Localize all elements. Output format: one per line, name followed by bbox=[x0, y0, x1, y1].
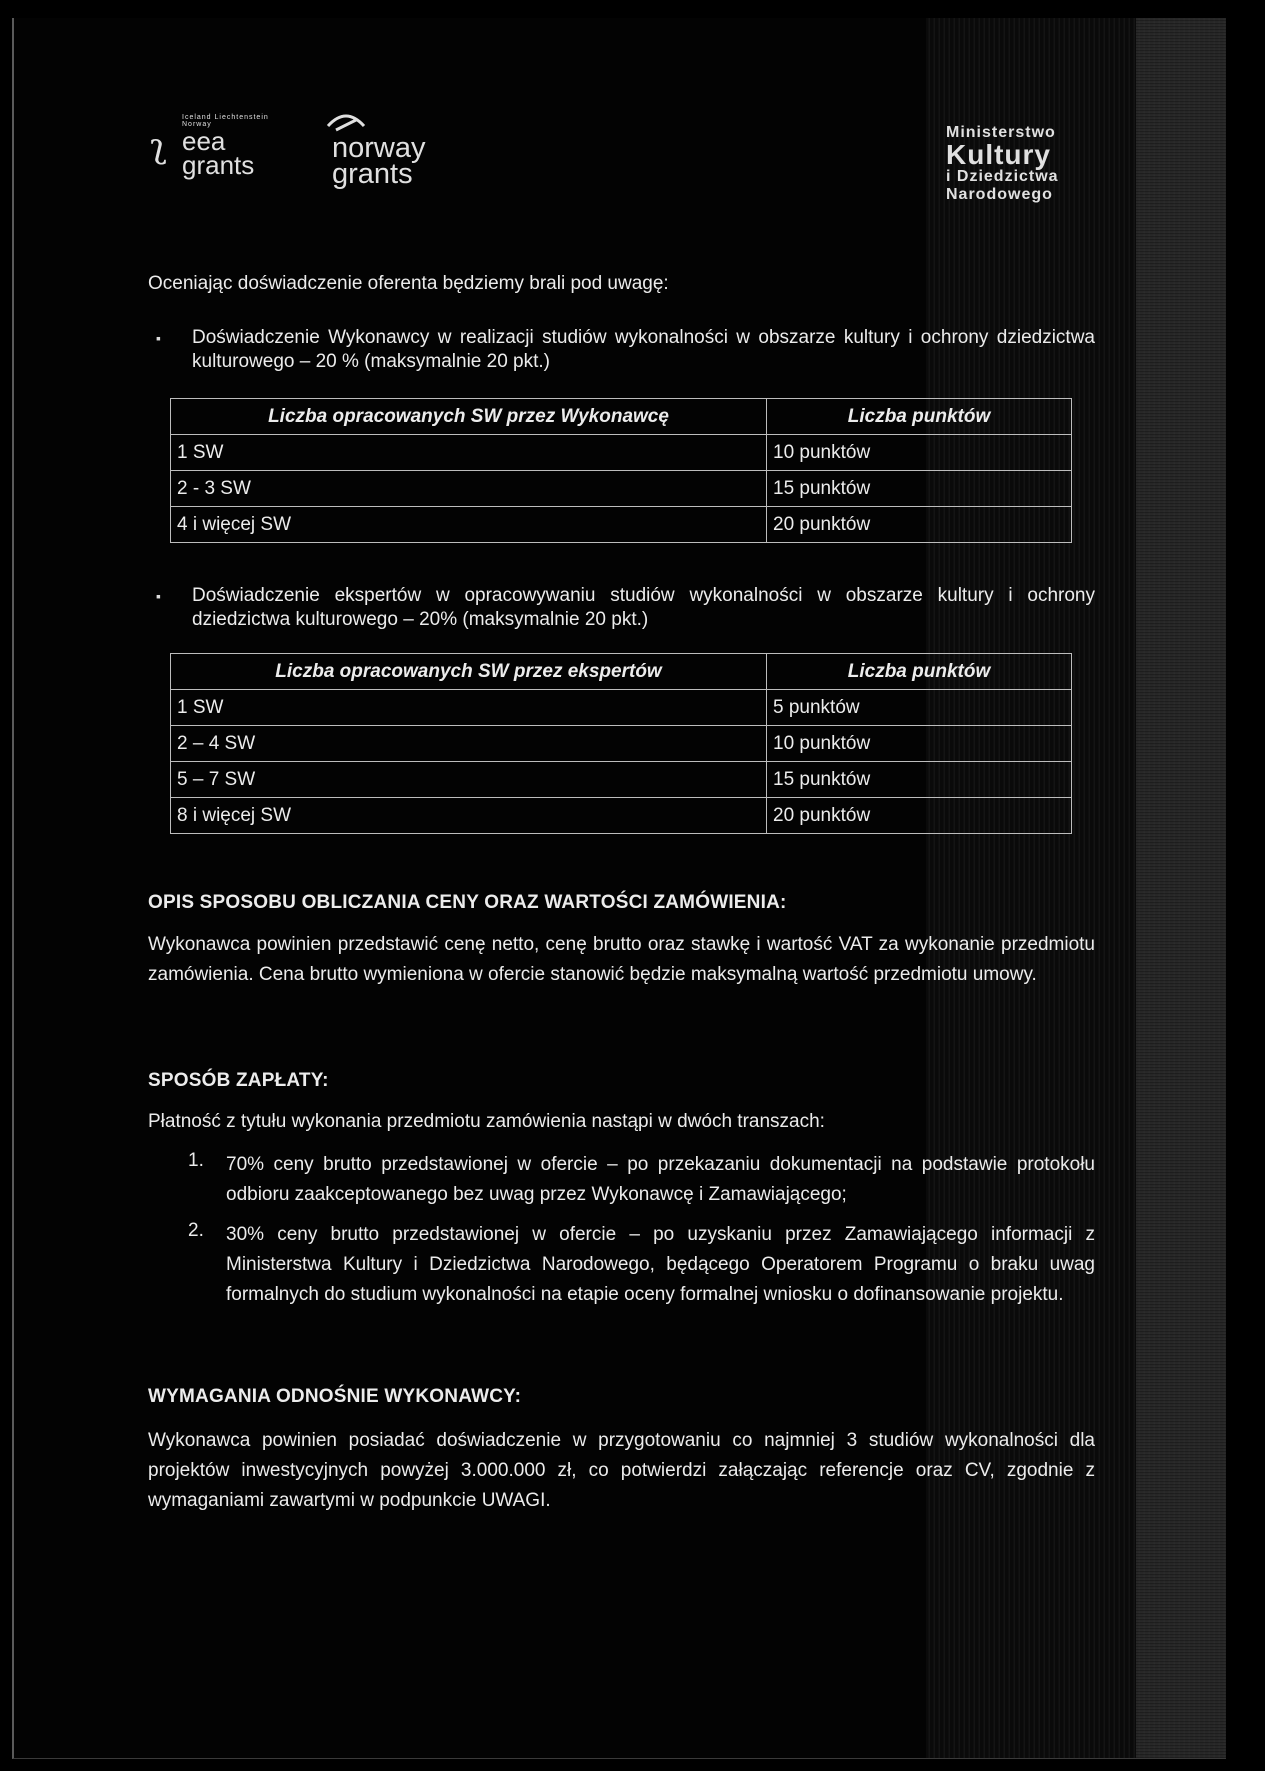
norway-grants-logo bbox=[318, 112, 448, 202]
table-header-row bbox=[171, 399, 1072, 435]
table-cell: 10 punktów bbox=[767, 726, 1072, 762]
table-header-cell: Liczba punktów bbox=[767, 399, 1072, 435]
ministry-logo bbox=[946, 124, 1096, 204]
list-number: 1. bbox=[188, 1150, 204, 1171]
payment-item-text: 30% ceny brutto przedstawionej w ofercie – po uzyskaniu przez Zamawiającego informacji z Ministerstwa Kultury i Dziedzictwa Narodowego, będącego Operatorem Programu o braku uwag formalnych do studium wykonalności na etapie oceny formalnej wniosku o dofinansowanie projektu. bbox=[226, 1224, 1095, 1305]
table-cell: 20 punktów bbox=[767, 507, 1072, 543]
eea-grants-logo bbox=[150, 112, 275, 202]
table-cell: 4 i więcej SW bbox=[171, 507, 767, 543]
norway-logo-word2: grants bbox=[332, 158, 413, 190]
criterion2-table bbox=[170, 653, 1072, 834]
criterion1-text: Doświadczenie Wykonawcy w realizacji studiów wykonalności w obszarze kultury i ochrony dziedzictwa kulturowego – 20 % (maksymalnie 20 pkt.) bbox=[192, 327, 1095, 372]
table-cell: 2 - 3 SW bbox=[171, 471, 767, 507]
payment-item-text: 70% ceny brutto przedstawionej w ofercie – po przekazaniu dokumentacji na podstawie protokołu odbioru zaakceptowanego bez uwag przez Wykonawcę i Zamawiającego; bbox=[226, 1154, 1095, 1205]
ministry-line4: Narodowego bbox=[946, 186, 1053, 203]
norway-arc-icon bbox=[326, 112, 366, 134]
table-row bbox=[171, 798, 1072, 834]
criterion2-text: Doświadczenie ekspertów w opracowywaniu studiów wykonalności w obszarze kultury i ochrony dziedzictwa kulturowego – 20% (maksymalnie 20 pkt.) bbox=[192, 585, 1095, 630]
table-header-cell: Liczba opracowanych SW przez ekspertów bbox=[171, 654, 767, 690]
table-cell: 10 punktów bbox=[767, 435, 1072, 471]
table-cell: 1 SW bbox=[171, 690, 767, 726]
table-row bbox=[171, 471, 1072, 507]
ministry-line1: Ministerstwo bbox=[946, 124, 1056, 141]
table-cell: 1 SW bbox=[171, 435, 767, 471]
table-cell: 8 i więcej SW bbox=[171, 798, 767, 834]
eea-swirl-icon: ʅ bbox=[150, 126, 167, 166]
table-cell: 2 – 4 SW bbox=[171, 726, 767, 762]
list-number: 2. bbox=[188, 1220, 204, 1241]
table-row bbox=[171, 726, 1072, 762]
requirements-section-text: Wykonawca powinien posiadać doświadczenie w przygotowaniu co najmniej 3 studiów wykonalności dla projektów inwestycyjnych powyżej 3.000.000 zł, co potwierdzi załączając referencje oraz CV, zgodnie z wymaganiami zawartymi w podpunkcie UWAGI. bbox=[148, 1430, 1095, 1511]
requirements-section-heading: WYMAGANIA ODNOŚNIE WYKONAWCY: bbox=[148, 1386, 522, 1407]
intro-text: Oceniając doświadczenie oferenta będziemy brali pod uwagę: bbox=[148, 273, 669, 294]
eea-logo-word1: eea bbox=[182, 126, 226, 156]
table-cell: 15 punktów bbox=[767, 471, 1072, 507]
table-row bbox=[171, 690, 1072, 726]
table-header-row bbox=[171, 654, 1072, 690]
payment-intro: Płatność z tytułu wykonania przedmiotu zamówienia nastąpi w dwóch transzach: bbox=[148, 1111, 825, 1132]
table-cell: 5 – 7 SW bbox=[171, 762, 767, 798]
table-row bbox=[171, 507, 1072, 543]
ministry-line3: i Dziedzictwa bbox=[946, 168, 1059, 185]
scan-edge-noise bbox=[1136, 18, 1226, 1758]
eea-logo-word2: grants bbox=[182, 150, 255, 180]
table-cell: 15 punktów bbox=[767, 762, 1072, 798]
table-cell: 5 punktów bbox=[767, 690, 1072, 726]
table-cell: 20 punktów bbox=[767, 798, 1072, 834]
bullet-icon: ▪ bbox=[156, 588, 161, 604]
price-section-text: Wykonawca powinien przedstawić cenę netto, cenę brutto oraz stawkę i wartość VAT za wykonanie przedmiotu zamówienia. Cena brutto wymieniona w ofercie stanowić będzie maksymalną wartość przedmiotu umowy. bbox=[148, 934, 1095, 985]
norway-logo-word1: norway bbox=[332, 132, 426, 164]
table-row bbox=[171, 435, 1072, 471]
payment-section-heading: SPOSÓB ZAPŁATY: bbox=[148, 1070, 329, 1091]
ministry-line2: Kultury bbox=[946, 139, 1051, 170]
bullet-icon: ▪ bbox=[156, 330, 161, 346]
table-header-cell: Liczba opracowanych SW przez Wykonawcę bbox=[171, 399, 767, 435]
table-header-cell: Liczba punktów bbox=[767, 654, 1072, 690]
criterion1-table bbox=[170, 398, 1072, 543]
price-section-heading: OPIS SPOSOBU OBLICZANIA CENY ORAZ WARTOŚCI ZAMÓWIENIA: bbox=[148, 892, 787, 913]
table-row bbox=[171, 762, 1072, 798]
eea-logo-tiny-text: Iceland Liechtenstein Norway bbox=[182, 114, 269, 128]
